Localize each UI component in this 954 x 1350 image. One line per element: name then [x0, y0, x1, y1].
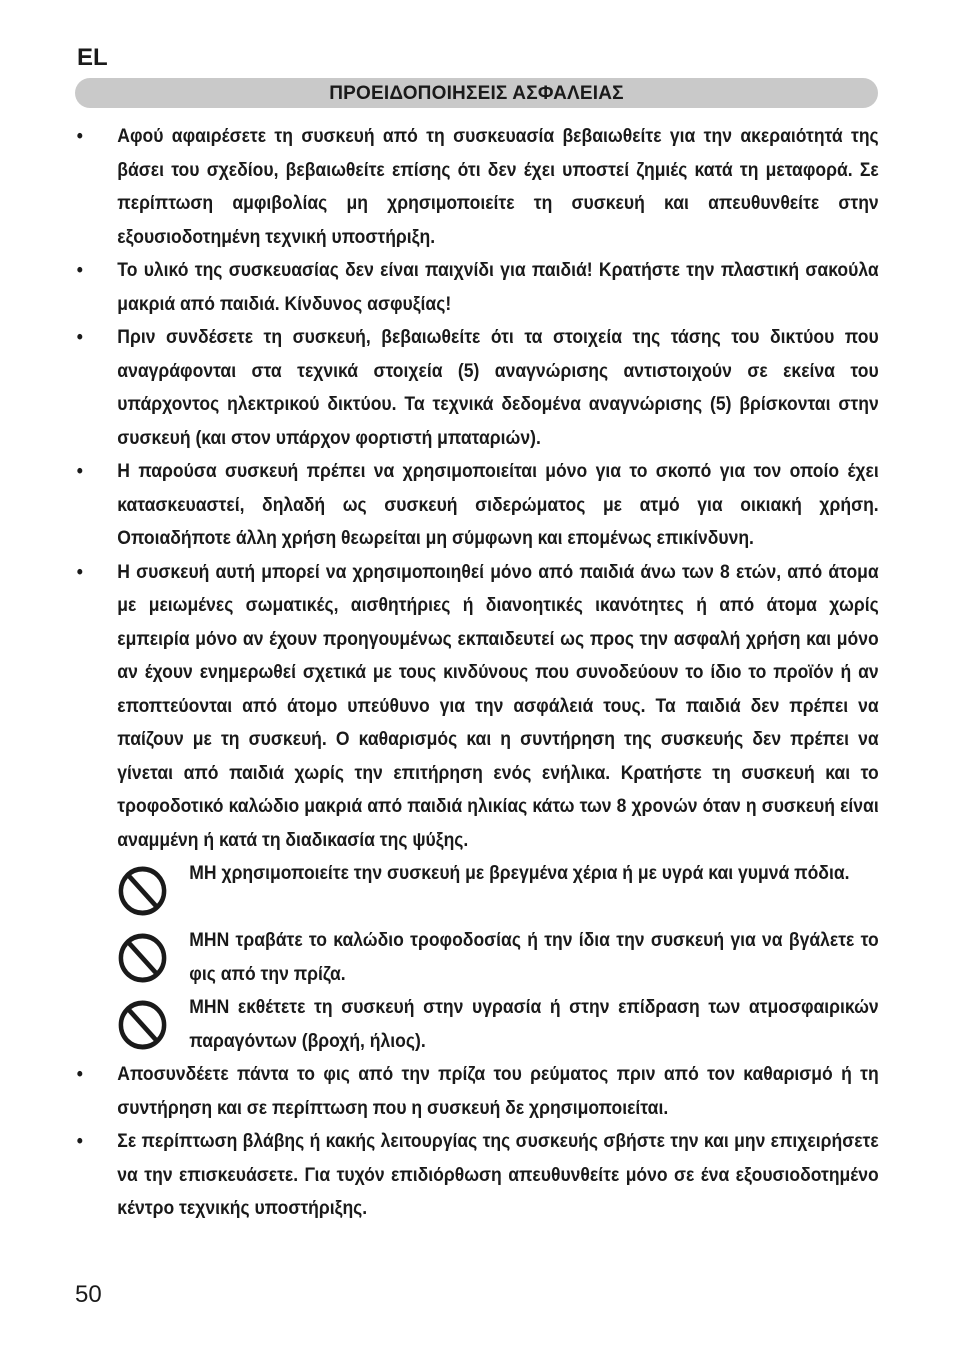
section-title: ΠΡΟΕΙΔΟΠΟΙΗΣΕΙΣ ΑΣΦΑΛΕΙΑΣ — [329, 83, 624, 104]
warning-item — [117, 857, 878, 924]
warning-text: ΜΗ χρησιμοποιείτε την συσκευή με βρεγμένα χέρια ή με υγρά και γυμνά πόδια. — [189, 862, 850, 884]
safety-list — [75, 120, 879, 857]
list-item: • Η παρούσα συσκευή πρέπει να χρησιμοποιείται μόνο για το σκοπό για τον οποίο έχει κατασκευαστεί, δηλαδή ως συσκευή σιδερώματος με ατμό για οικιακή χρήση. Οποιαδήποτε άλλη χρήση θεωρείται μη σύμφωνη και επομένως επικίνδυνη. — [75, 455, 879, 556]
safety-content — [75, 120, 879, 1226]
list-item: • Αποσυνδέετε πάντα το φις από την πρίζα του ρεύματος πριν από τον καθαρισμό ή τη συντήρηση και σε περίπτωση που η συσκευή δε χρησιμοποιείται. — [75, 1058, 879, 1125]
page-number: 50 — [75, 1281, 102, 1308]
safety-list-continued — [75, 1058, 879, 1226]
prohibition-icon — [117, 857, 189, 924]
language-code: EL — [77, 44, 108, 71]
prohibition-warnings — [75, 857, 879, 1058]
section-title-bar — [75, 78, 878, 108]
list-item: • Το υλικό της συσκευασίας δεν είναι παιχνίδι για παιδιά! Κρατήστε την πλαστική σακούλα μακριά από παιδιά. Κίνδυνος ασφυξίας! — [75, 254, 879, 321]
list-item: • Η συσκευή αυτή μπορεί να χρησιμοποιηθεί μόνο από παιδιά άνω των 8 ετών, από άτομα με μειωμένες σωματικές, αισθητήριες ή διανοητικές ικανότητες ή από άτομα χωρίς εμπειρία μόνο αν έχουν προηγουμένως εκπαιδευτεί ως προς την ασφαλή χρήση και μόνο αν έχουν ενημερωθεί σχετικά με τους κινδύνους που συνοδεύουν το ίδιο το προϊόν ή αν εποπτεύονται από άτομο υπεύθυνο για την ασφάλειά τους. Τα παιδιά δεν πρέπει να παίζουν με τη συσκευή. Ο καθαρισμός και η συντήρηση της συσκευής δεν πρέπει να γίνεται από παιδιά χωρίς την επιτήρηση ενός ενήλικα. Κρατήστε τη συσκευή και το τροφοδοτικό καλώδιο μακριά από παιδιά ηλικίας κάτω των 8 χρονών όταν η συσκευή είναι αναμμένη ή κατά τη διαδικασία της ψύξης. — [75, 556, 879, 858]
prohibition-icon — [117, 924, 189, 991]
warning-text: ΜΗΝ τραβάτε το καλώδιο τροφοδοσίας ή την ίδια την συσκευή για να βγάλετε το φις από την πρίζα. — [189, 929, 879, 985]
list-item: • Αφού αφαιρέσετε τη συσκευή από τη συσκευασία βεβαιωθείτε για την ακεραιότητά της βάσει του σχεδίου, βεβαιωθείτε επίσης ότι δεν έχει υποστεί ζημιές κατά τη μεταφορά. Σε περίπτωση αμφιβολίας μη χρησιμοποιείτε τη συσκευή και απευθυνθείτε στην εξουσιοδοτημένη τεχνική υποστήριξη. — [75, 120, 879, 254]
prohibition-icon — [117, 991, 189, 1058]
list-item: • Σε περίπτωση βλάβης ή κακής λειτουργίας της συσκευής σβήστε την και μην επιχειρήσετε να την επισκευάσετε. Για τυχόν επιδιόρθωση απευθυνθείτε μόνο σε ένα εξουσιοδοτημένο κέντρο τεχνικής υποστήριξης. — [75, 1125, 879, 1226]
warning-item — [117, 991, 878, 1058]
list-item: • Πριν συνδέσετε τη συσκευή, βεβαιωθείτε ότι τα στοιχεία της τάσης του δικτύου που αναγράφονται στα τεχνικά στοιχεία (5) αναγνώρισης αντιστοιχούν σε εκείνα του υπάρχοντος ηλεκτρικού δικτύου. Τα τεχνικά δεδομένα αναγνώρισης (5) βρίσκονται στην συσκευή (και στον υπάρχον φορτιστή μπαταριών). — [75, 321, 879, 455]
warning-item — [117, 924, 878, 991]
warning-text: ΜΗΝ εκθέτετε τη συσκευή στην υγρασία ή στην επίδραση των ατμοσφαιρικών παραγόντων (βροχή, ήλιος). — [189, 996, 879, 1052]
